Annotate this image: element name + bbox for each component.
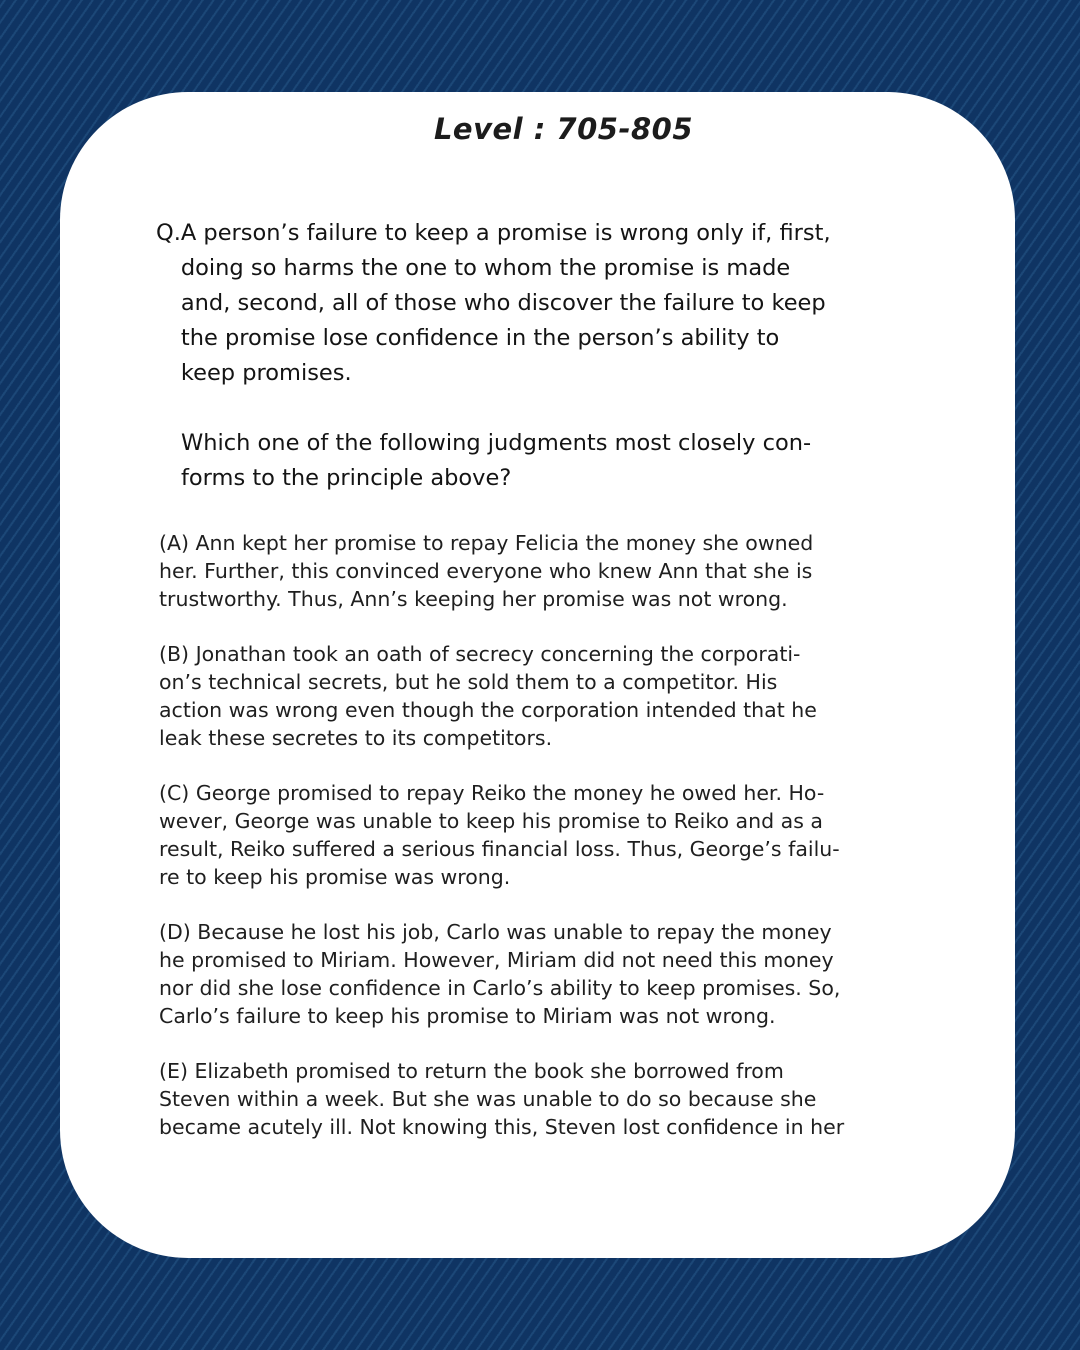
level-heading [0, 112, 1080, 146]
level-separator: : [523, 112, 557, 146]
option-d[interactable]: (D) Because he lost his job, Carlo was unable to repay the money he promised to Miriam. However, Miriam did not need this money nor did she lose confidence in Carlo’s ability to keep promises. So, Carlo’s failure to keep his promise to Miriam was not wrong. [159, 920, 841, 1028]
question-block [156, 216, 916, 496]
question-prompt: Which one of the following judgments most closely con- forms to the principle above? [181, 430, 812, 491]
option-c[interactable]: (C) George promised to repay Reiko the money he owed her. Ho- wever, George was unable to keep his promise to Reiko and as a result, Reiko suffered a serious financial loss. Thus, George’s failu- re to keep his promise was wrong. [159, 781, 840, 889]
option-a[interactable]: (A) Ann kept her promise to repay Felicia the money she owned her. Further, this convinced everyone who knew Ann that she is trustworthy. Thus, Ann’s keeping her promise was not wrong. [159, 531, 814, 611]
level-label: Level [433, 112, 524, 146]
level-range: 705-805 [556, 112, 694, 146]
question-stem: A person’s failure to keep a promise is wrong only if, first, doing so harms the one to whom the promise is made and, second, all of those who discover the failure to keep the promise lose confidence in the person’s ability to keep promises. [180, 220, 831, 386]
option-e[interactable]: (E) Elizabeth promised to return the book she borrowed from Steven within a week. But she was unable to do so because she became acutely ill. Not knowing this, Steven lost confidence in her [159, 1059, 845, 1139]
question-stem-row [156, 216, 916, 391]
answer-options [159, 529, 929, 1168]
option-b[interactable]: (B) Jonathan took an oath of secrecy concerning the corporati- on’s technical secrets, but he sold them to a competitor. His action was wrong even though the corporation intended that he leak these secretes to its competitors. [159, 642, 817, 750]
question-prefix: Q. [156, 220, 181, 246]
